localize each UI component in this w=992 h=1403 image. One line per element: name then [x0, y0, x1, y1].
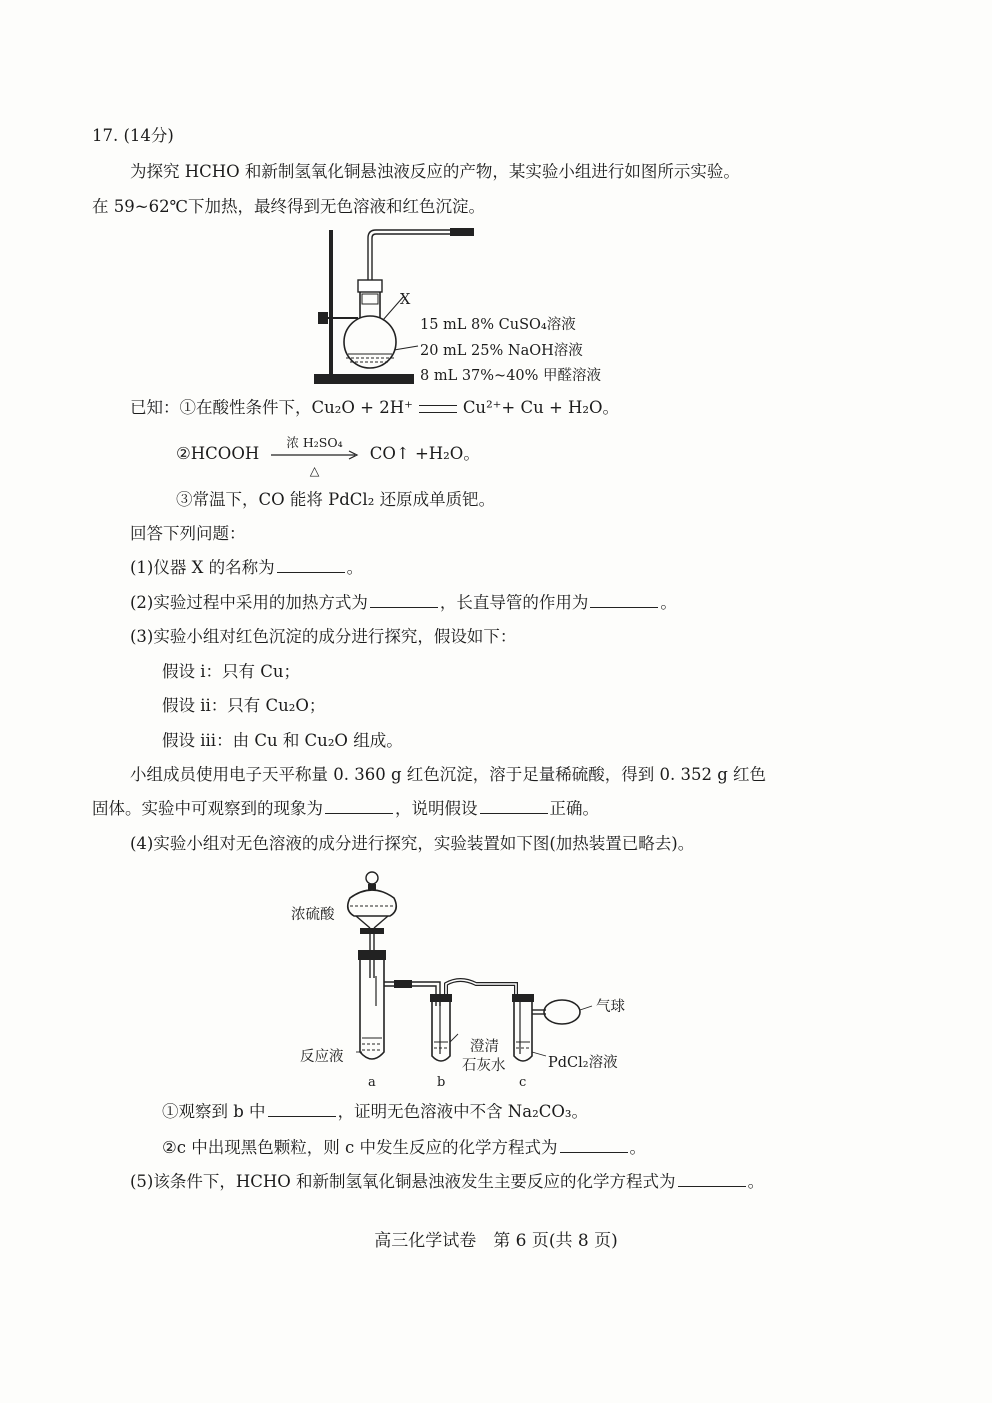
equals-sign-double-line — [419, 405, 457, 413]
label-tube-b: b — [437, 1075, 446, 1090]
reagent-formaldehyde: 8 mL 37%~40% 甲醛溶液 — [420, 368, 602, 384]
question-3: (3)实验小组对红色沉淀的成分进行探究，假设如下： — [130, 627, 517, 646]
answer-blank[interactable] — [560, 1137, 628, 1153]
known-fact-1 — [130, 396, 619, 420]
label-balloon: 气球 — [596, 999, 625, 1015]
answer-prompt: 回答下列问题： — [130, 524, 246, 543]
known-fact-1-right: Cu²⁺+ Cu + H₂O。 — [462, 398, 620, 417]
question-4-2-end: 。 — [629, 1138, 647, 1157]
question-4-1-text-a: ①观察到 b 中 — [162, 1102, 266, 1121]
answer-blank[interactable] — [480, 798, 548, 814]
answer-blank[interactable] — [678, 1171, 746, 1187]
question-5-text: (5)该条件下，HCHO 和新制氢氧化铜悬浊液发生主要反应的化学方程式为 — [130, 1172, 676, 1191]
label-tube-a: a — [368, 1075, 376, 1090]
label-pdcl2-solution: PdCl₂溶液 — [548, 1055, 618, 1071]
intro-line-1: 为探究 HCHO 和新制氢氧化铜悬浊液反应的产物，某实验小组进行如图所示实验。 — [130, 162, 740, 181]
question-5-end: 。 — [747, 1172, 765, 1191]
question-2-end: 。 — [660, 593, 677, 612]
question-2-text-a: (2)实验过程中采用的加热方式为 — [130, 593, 368, 612]
known-fact-1-left: 已知：①在酸性条件下，Cu₂O + 2H⁺ — [130, 398, 413, 417]
answer-blank[interactable] — [268, 1101, 336, 1117]
question-4-1-text-b: ，证明无色溶液中不含 Na₂CO₃。 — [337, 1102, 588, 1121]
question-4-1 — [162, 1100, 588, 1124]
label-limewater-1: 澄清 — [470, 1039, 499, 1055]
question-5 — [130, 1170, 764, 1194]
question-4-2-text: ②c 中出现黑色颗粒，则 c 中发生反应的化学方程式为 — [162, 1138, 558, 1157]
page-footer: 高三化学试卷 第 6 页(共 8 页) — [374, 1231, 618, 1251]
hypothesis-3: 假设 iii：由 Cu 和 Cu₂O 组成。 — [162, 731, 403, 750]
question-3-text-a: 固体。实验中可观察到的现象为 — [92, 799, 323, 818]
reaction-apparatus-figure — [300, 224, 610, 390]
hypothesis-1: 假设 i：只有 Cu； — [162, 662, 301, 681]
question-number: 17. (14分) — [92, 126, 174, 145]
arrow-condition-bottom: △ — [309, 462, 320, 478]
question-1-end: 。 — [346, 558, 364, 577]
question-4: (4)实验小组对无色溶液的成分进行探究，实验装置如下图(加热装置已略去)。 — [130, 834, 695, 853]
arrow-condition-top: 浓 H₂SO₄ — [286, 434, 343, 450]
known-fact-2 — [176, 434, 480, 478]
answer-blank[interactable] — [277, 557, 345, 573]
reaction-arrow — [271, 434, 359, 478]
hypothesis-2: 假设 ii：只有 Cu₂O； — [162, 696, 326, 715]
question-3-text-c: 正确。 — [549, 799, 599, 818]
known-fact-3: ③常温下，CO 能将 PdCl₂ 还原成单质钯。 — [176, 490, 496, 509]
question-3-text-b: ，说明假设 — [395, 799, 478, 818]
intro-line-2: 在 59~62℃下加热，最终得到无色溶液和红色沉淀。 — [92, 197, 486, 216]
label-x: X — [400, 292, 411, 308]
question-3-line-1: 小组成员使用电子天平称量 0. 360 g 红色沉淀，溶于足量稀硫酸，得到 0. 352 g 红色 — [130, 765, 767, 784]
reagent-naoh: 20 mL 25% NaOH溶液 — [420, 343, 583, 359]
question-2 — [130, 591, 677, 615]
question-1-text: (1)仪器 X 的名称为 — [130, 558, 275, 577]
question-2-text-b: ，长直导管的作用为 — [439, 593, 589, 612]
known-fact-2-left: ②HCOOH — [176, 444, 260, 463]
question-1 — [130, 556, 363, 580]
label-tube-c: c — [519, 1075, 527, 1090]
label-reaction-liquid: 反应液 — [300, 1049, 344, 1065]
question-4-2 — [162, 1136, 646, 1160]
answer-blank[interactable] — [590, 592, 658, 608]
answer-blank[interactable] — [370, 592, 438, 608]
known-fact-2-right: CO↑ +H₂O。 — [369, 444, 480, 463]
label-limewater-2: 石灰水 — [462, 1058, 506, 1074]
reagent-cuso4: 15 mL 8% CuSO₄溶液 — [420, 317, 576, 333]
label-concentrated-sulfuric-acid: 浓硫酸 — [291, 907, 335, 923]
answer-blank[interactable] — [325, 798, 393, 814]
question-3-line-2 — [92, 797, 599, 821]
